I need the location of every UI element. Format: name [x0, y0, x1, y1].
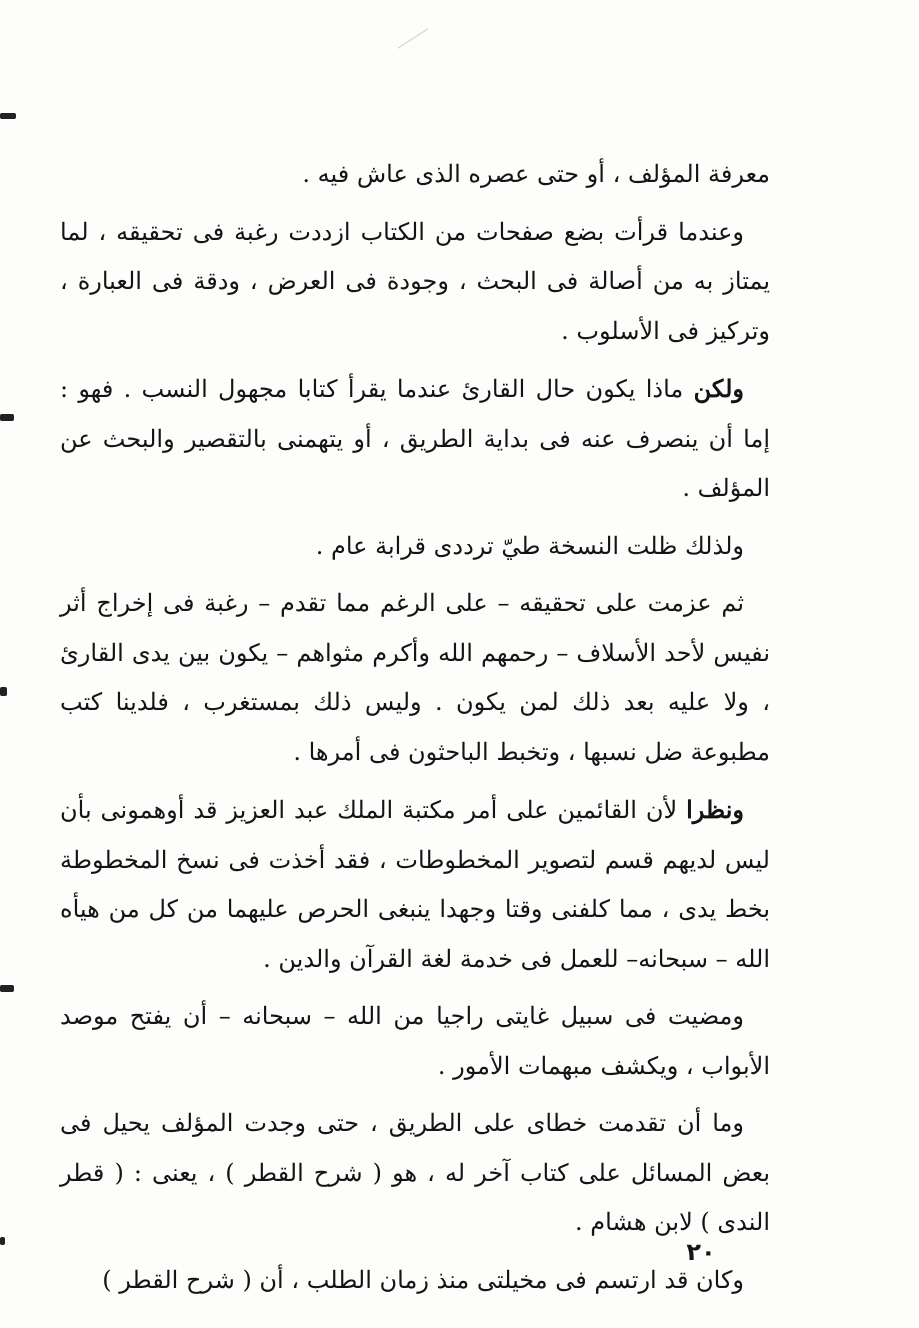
paragraph-9: [60, 1256, 770, 1306]
paragraph-lead-word: ولكن: [693, 374, 744, 403]
paragraph-6: [60, 785, 770, 984]
scan-fold-line: [398, 28, 429, 48]
paragraph-text: ولذلك ظلت النسخة طيّ ترددى قرابة عام .: [315, 531, 744, 560]
scan-edge-mark: [0, 414, 14, 421]
scan-edge-mark: [0, 1237, 5, 1245]
paragraph-1: [60, 150, 770, 200]
paragraph-text: ماذا يكون حال القارئ عندما يقرأ كتابا مجهول النسب . فهو : إما أن ينصرف عنه فى بداية الطريق ، أو يتهمنى بالتقصير والبحث عن المؤلف .: [60, 375, 770, 502]
page-number: ٢٠: [686, 1238, 716, 1266]
scan-edge-mark: [0, 985, 14, 992]
paragraph-text: لأن القائمين على أمر مكتبة الملك عبد العزيز قد أوهمونى بأن ليس لديهم قسم لتصوير المخطوطات ، فقد أخذت فى نسخ المخطوطة بخط يدى ، مما كلفنى وقتا وجهدا ينبغى الحرص عليهما من كل من هيأه الله – سبحانه– للعمل فى خدمة لغة القرآن والدين .: [60, 796, 770, 973]
paragraph-lead-word: ونظرا: [686, 795, 744, 824]
paragraph-text: ومضيت فى سبيل غايتى راجيا من الله – سبحانه – أن يفتح موصد الأبواب ، ويكشف مبهمات الأمور .: [60, 1002, 770, 1080]
paragraph-2: [60, 208, 770, 357]
scan-edge-mark: [0, 113, 16, 119]
paragraph-8: [60, 1099, 770, 1248]
body-text: [60, 150, 770, 1313]
paragraph-5: [60, 579, 770, 777]
paragraph-7: [60, 992, 770, 1091]
paragraph-4: [60, 522, 770, 572]
paragraph-text: وعندما قرأت بضع صفحات من الكتاب ازددت رغبة فى تحقيقه ، لما يمتاز به من أصالة فى البحث ، وجودة فى العرض ، ودقة فى العبارة ، وتركيز فى الأسلوب .: [60, 217, 770, 345]
paragraph-text: ثم عزمت على تحقيقه – على الرغم مما تقدم – رغبة فى إخراج أثر نفيس لأحد الأسلاف – رحمهم الله وأكرم مثواهم – يكون بين يدى القارئ ، ولا عليه بعد ذلك لمن يكون . وليس ذلك بمستغرب ، فلدينا كتب مطبوعة ضل نسبها ، وتخبط الباحثون فى أمرها .: [60, 589, 770, 766]
paragraph-text: وكان قد ارتسم فى مخيلتى منذ زمان الطلب ، أن ( شرح القطر ): [102, 1265, 744, 1294]
paragraph-3: [60, 364, 770, 514]
paragraph-text: وما أن تقدمت خطاى على الطريق ، حتى وجدت المؤلف يحيل فى بعض المسائل على كتاب آخر له ، هو ( شرح القطر ) ، يعنى : ( قطر الندى ) لابن هشام .: [60, 1109, 770, 1236]
scan-edge-mark: [0, 687, 7, 696]
paragraph-text: معرفة المؤلف ، أو حتى عصره الذى عاش فيه .: [302, 160, 770, 188]
